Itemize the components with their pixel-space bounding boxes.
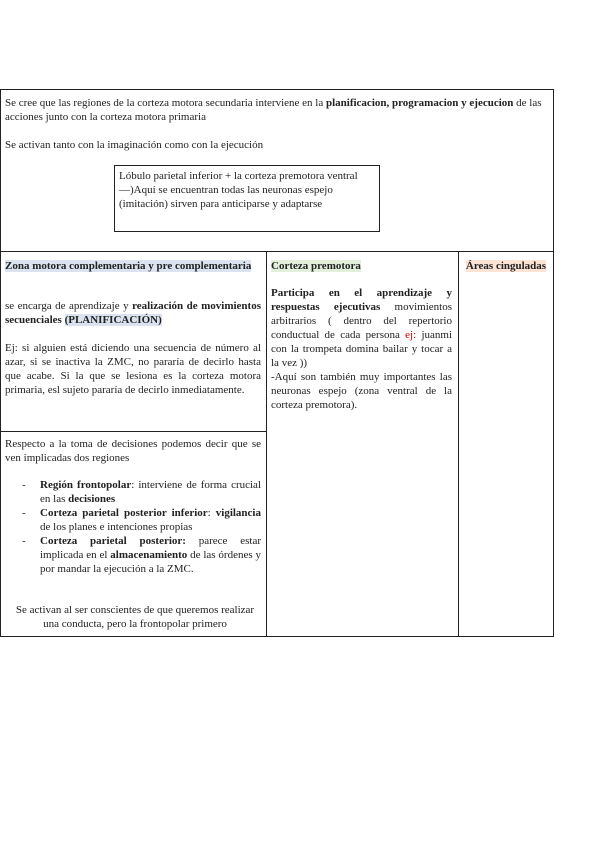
- top-line-1-tail: de las acciones junto con la corteza motora primaria: [5, 97, 542, 123]
- item-text: : interviene de forma crucial en las: [40, 479, 262, 505]
- col3-heading-wrap: [462, 259, 550, 273]
- col1-p1-bold: realización de movimientos secuenciales: [5, 300, 261, 326]
- item-bold: decisiones: [68, 493, 116, 505]
- col2-paragraph-2: -Aquí son también muy importantes las neuronas espejo (zona ventral de la corteza premotora).: [271, 371, 452, 411]
- decisiones-closing: Se activan al ser conscientes de que queremos realizar una conducta, pero la frontopolar primero: [15, 604, 255, 630]
- col2-p1-red: ej:: [405, 329, 417, 341]
- col1-p1-text: se encarga de aprendizaje y: [5, 300, 133, 312]
- item-tail: de las órdenes y por mandar la ejecución a la ZMC.: [40, 549, 261, 575]
- item-bold: almacenamiento: [110, 549, 188, 561]
- top-line-1-bold: planificacion, programacion y ejecucion: [325, 97, 514, 109]
- item-term: Corteza parietal posterior:: [40, 535, 186, 547]
- col2-heading: Corteza premotora: [271, 260, 361, 272]
- col2-p1-text: movimientos arbitrarios ( dentro del repertorio conductual de cada persona: [271, 301, 452, 341]
- col1-paragraph-2: Ej: si alguien está diciendo una secuencia de número al azar, si se inactiva la ZMC, no pararía de decirlo hasta que acabe. Si la que se lesiona es la corteza motora primaria, esl sujeto pararía de decirlo inmediatamente.: [5, 342, 261, 396]
- list-item: [0, 534, 261, 576]
- top-line-1-text: Se cree que las regiones de la corteza motora secundaria interviene en la: [5, 97, 326, 109]
- item-bold: vigilancia: [215, 507, 261, 519]
- top-line-1: [5, 96, 550, 124]
- col3-heading: Áreas cinguladas: [465, 260, 547, 272]
- item-text: parece estar implicada en el: [40, 535, 261, 561]
- list-item: [0, 506, 261, 534]
- col1-p1-tag: (PLANIFICACIÓN): [64, 314, 162, 326]
- col1-paragraph-1: [5, 299, 261, 327]
- cell-areas-cinguladas: [458, 251, 554, 637]
- decisiones-list: [0, 478, 261, 576]
- decisiones-intro: Respecto a la toma de decisiones podemos decir que se ven implicadas dos regiones: [5, 438, 261, 464]
- list-item: [0, 478, 261, 506]
- col2-paragraph-1: [271, 286, 452, 370]
- item-term: Región frontopolar: [40, 479, 132, 491]
- col1-heading-wrap: [5, 259, 261, 273]
- col2-p1-bold: Participa en el aprendizaje y respuestas ejecutivas: [271, 287, 452, 313]
- col1-heading: Zona motora complementaria y pre complementaria: [5, 260, 252, 272]
- callout-text: Lóbulo parietal inferior + la corteza premotora ventral—)Aquí se encuentran todas las neuronas espejo (imitación) sirven para anticiparse y adaptarse: [119, 170, 358, 210]
- item-text: :: [207, 507, 216, 519]
- top-line-2: Se activan tanto con la imaginación como con la ejecución: [5, 139, 264, 151]
- col2-p1-tail: juanmi con la trompeta domina bailar y tocar a la vez )): [271, 329, 452, 369]
- col2-heading-wrap: [271, 259, 454, 273]
- item-tail: de los planes e intenciones propias: [40, 521, 193, 533]
- item-term: Corteza parietal posterior inferior: [40, 507, 208, 519]
